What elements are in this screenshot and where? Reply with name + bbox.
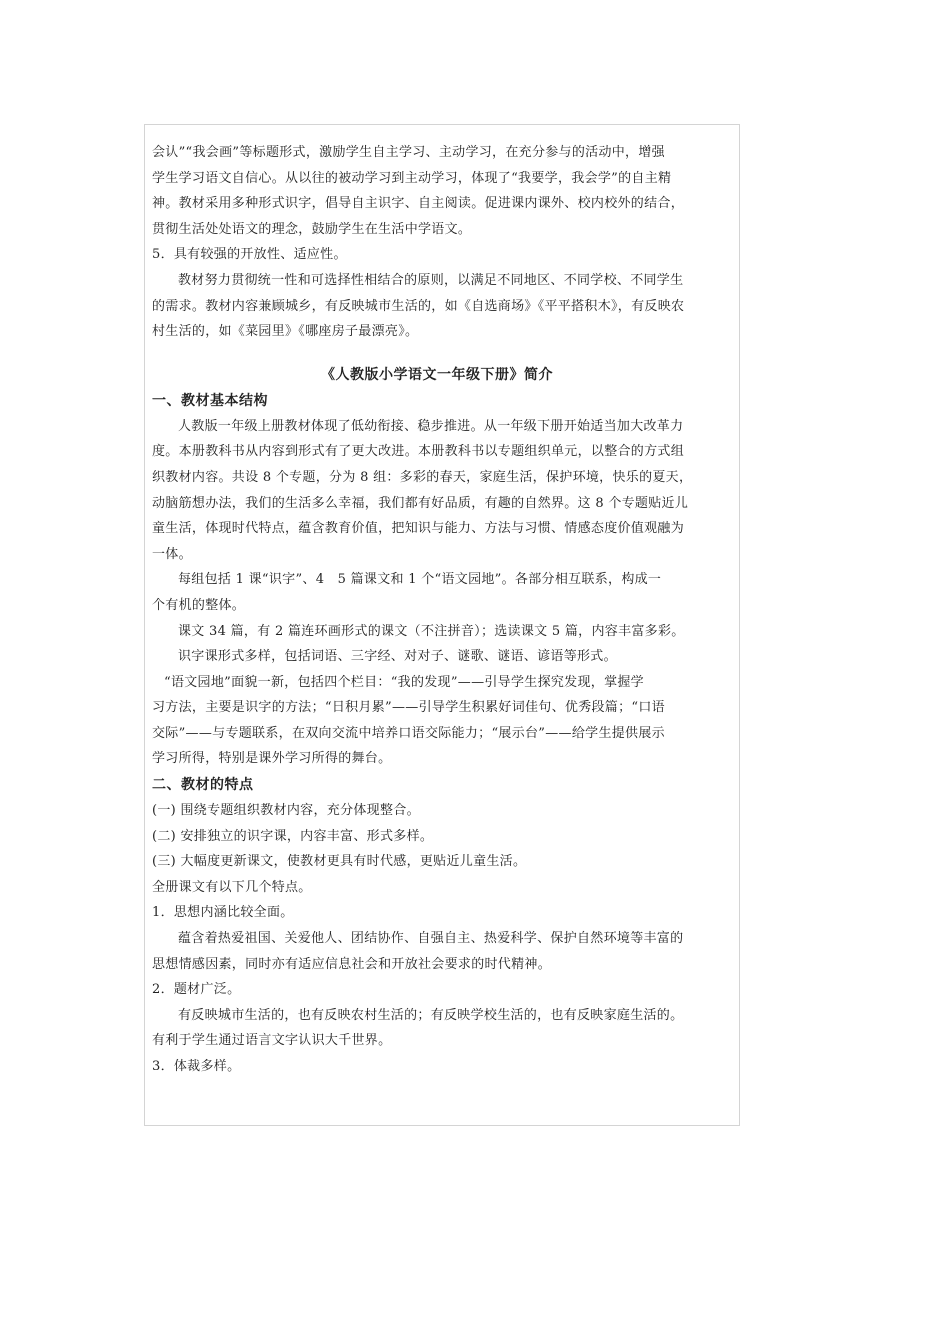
feature-item: (三) 大幅度更新课文，使教材更具有时代感，更贴近儿童生活。 (152, 854, 527, 870)
document-body (152, 140, 722, 1080)
text-line: 每组包括 1 课“识字”、4 5 篇课文和 1 个“语文园地”。各部分相互联系，构成一 (178, 572, 662, 588)
text-line: 度。本册教科书从内容到形式有了更大改进。本册教科书以专题组织单元，以整合的方式组 (152, 444, 685, 460)
point2-heading: 2．题材广泛。 (152, 982, 241, 998)
text-line: 动脑筋想办法，我们的生活多么幸福，我们都有好品质，有趣的自然界。这 8 个专题贴近儿 (152, 495, 689, 511)
text-line: 一体。 (152, 546, 192, 562)
text-line: 交际”——与专题联系，在双向交流中培养口语交际能力；“展示台”——给学生提供展示 (152, 725, 665, 741)
text-line: 蕴含着热爱祖国、关爱他人、团结协作、自强自主、热爱科学、保护自然环境等丰富的 (178, 931, 684, 947)
text-line: 思想情感因素，同时亦有适应信息社会和开放社会要求的时代精神。 (152, 956, 552, 972)
feature-item: (一) 围绕专题组织教材内容，充分体现整合。 (152, 803, 420, 819)
text-line: 人教版一年级上册教材体现了低幼衔接、稳步推进。从一年级下册开始适当加大改革力 (178, 418, 684, 434)
text-line: 贯彻生活处处语文的理念，鼓励学生在生活中学语文。 (152, 221, 472, 237)
document-title: 《人教版小学语文一年级下册》简介 (321, 366, 553, 383)
section2-heading: 二、教材的特点 (152, 777, 254, 794)
spacer (152, 345, 722, 362)
text-line: 有反映城市生活的，也有反映农村生活的；有反映学校生活的，也有反映家庭生活的。 (178, 1007, 684, 1023)
text-line: 村生活的，如《菜园里》《哪座房子最漂亮》。 (152, 324, 419, 340)
point1-heading: 1．思想内涵比较全面。 (152, 905, 294, 921)
feature-item: (二) 安排独立的识字课，内容丰富、形式多样。 (152, 828, 434, 844)
features-summary: 全册课文有以下几个特点。 (152, 879, 312, 895)
point1-paragraph (152, 926, 722, 977)
intro-paragraph (152, 140, 722, 242)
text-line: 会认”“我会画”等标题形式，激励学生自主学习、主动学习，在充分参与的活动中，增强 (152, 145, 665, 160)
text-line: 学生学习语文自信心。从以往的被动学习到主动学习，体现了“我要学，我会学”的自主精 (152, 170, 672, 186)
text-line: 学习所得，特别是课外学习所得的舞台。 (152, 751, 392, 767)
text-line: 习方法，主要是识字的方法；“日积月累”——引导学生积累好词佳句、优秀段篇；“口语 (152, 700, 665, 716)
text-line: 织教材内容。共设 8 个专题，分为 8 组：多彩的春天，家庭生活，保护环境，快乐的夏天， (152, 469, 693, 485)
item5-paragraph (152, 268, 722, 345)
section1-paragraph-4: 识字课形式多样，包括词语、三字经、对对子、谜歌、谜语、谚语等形式。 (178, 649, 617, 665)
section1-paragraph-1 (152, 414, 722, 568)
section1-paragraph-2 (152, 567, 722, 618)
text-line: 有利于学生通过语言文字认识大千世界。 (152, 1033, 392, 1049)
section1-heading: 一、教材基本结构 (152, 392, 268, 409)
text-line: 个有机的整体。 (152, 597, 246, 613)
text-line: 神。教材采用多种形式识字，倡导自主识字、自主阅读。促进课内课外、校内校外的结合， (152, 196, 685, 212)
point2-paragraph (152, 1003, 722, 1054)
text-line: 的需求。教材内容兼顾城乡，有反映城市生活的，如《自选商场》《平平搭积木》，有反映农 (152, 298, 685, 314)
section1-paragraph-5 (152, 670, 722, 772)
item5-heading: 5．具有较强的开放性、适应性。 (152, 247, 347, 263)
text-line: 童生活，体现时代特点，蕴含教育价值，把知识与能力、方法与习惯、情感态度价值观融为 (152, 521, 685, 537)
section1-paragraph-3: 课文 34 篇，有 2 篇连环画形式的课文（不注拼音）；选读课文 5 篇，内容丰富多彩。 (178, 623, 685, 639)
text-line: “语文园地”面貌一新，包括四个栏目：“我的发现”——引导学生探究发现，掌握学 (164, 674, 644, 690)
point3-heading: 3．体裁多样。 (152, 1059, 241, 1074)
text-line: 教材努力贯彻统一性和可选择性相结合的原则，以满足不同地区、不同学校、不同学生 (178, 272, 684, 288)
